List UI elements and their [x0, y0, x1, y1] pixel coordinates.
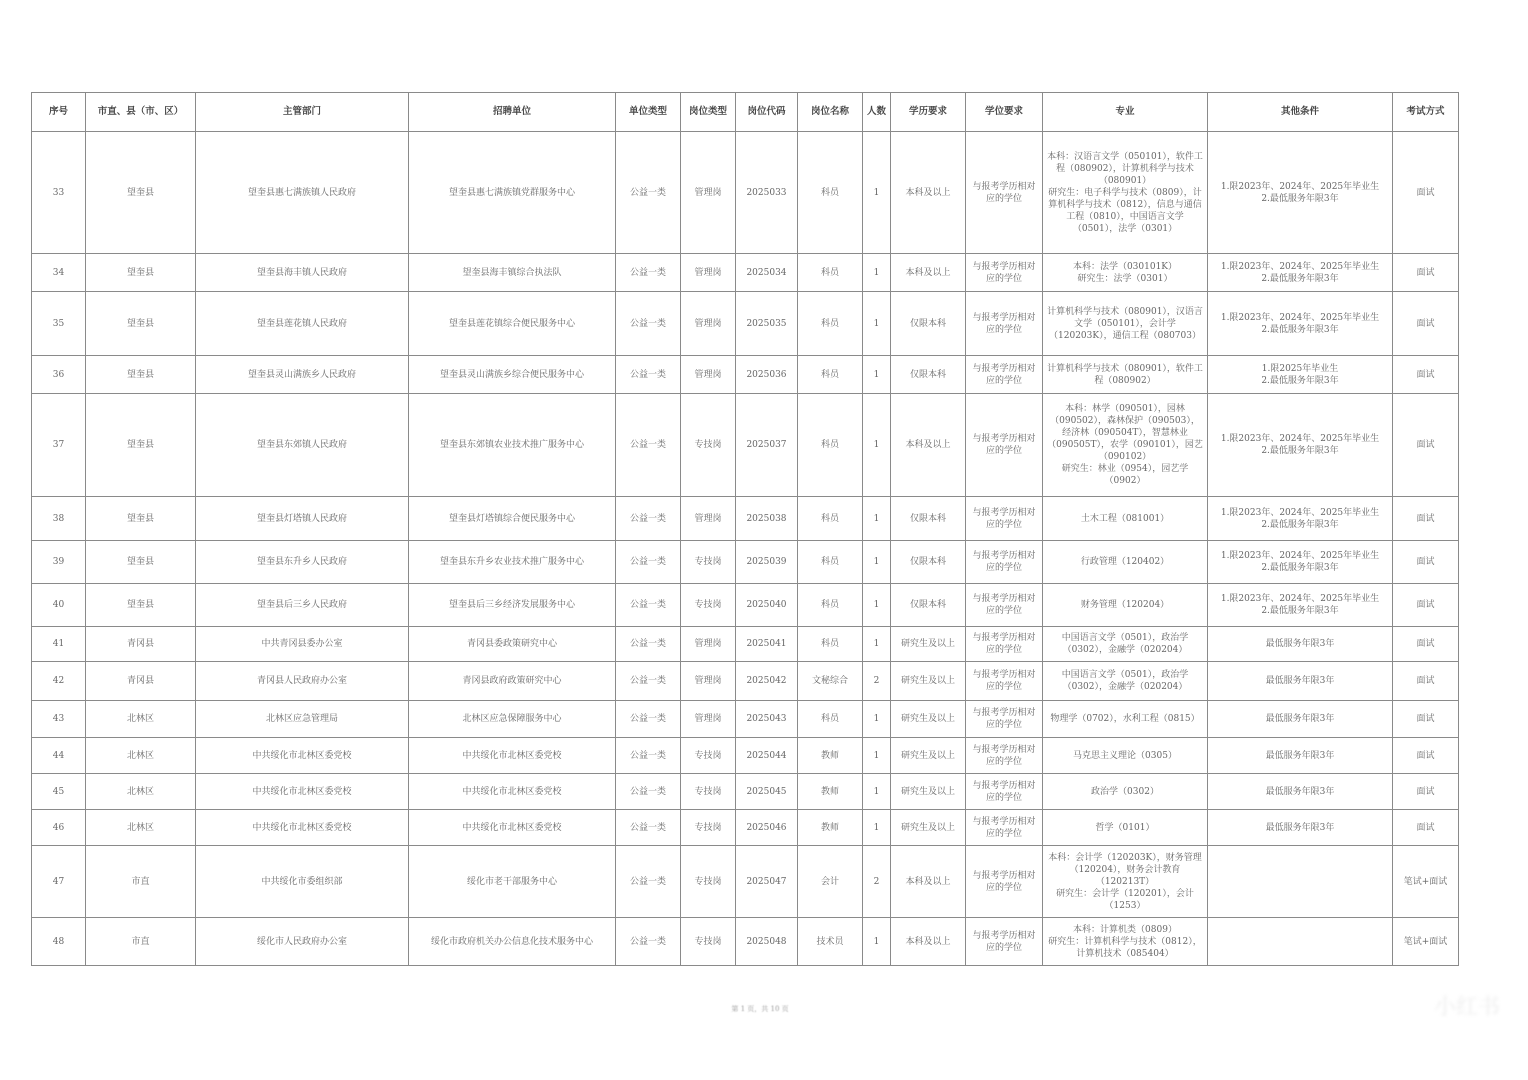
row-unit: 望奎县莲花镇综合便民服务中心	[409, 292, 616, 356]
row-major: 物理学（0702），水利工程（0815）	[1043, 701, 1208, 738]
row-major: 本科：会计学（120203K），财务管理（120204），财务会计教育（120213T） 研究生：会计学（120201），会计（1253）	[1043, 846, 1208, 918]
row-dept: 望奎县东郊镇人民政府	[196, 394, 409, 497]
row-post-name: 科员	[798, 627, 863, 662]
row-exam: 面试	[1393, 292, 1459, 356]
row-degree: 与报考学历相对应的学位	[966, 356, 1043, 394]
row-exam: 笔试+面试	[1393, 846, 1459, 918]
header-post-name: 岗位名称	[798, 93, 863, 132]
row-region: 望奎县	[86, 292, 196, 356]
row-code: 2025035	[736, 292, 798, 356]
row-unit: 望奎县海丰镇综合执法队	[409, 254, 616, 292]
table-row	[32, 541, 1459, 584]
table-row	[32, 662, 1459, 701]
row-unit-type: 公益一类	[616, 132, 681, 254]
row-other: 1.限2025年毕业生 2.最低服务年限3年	[1208, 356, 1393, 394]
header-count: 人数	[863, 93, 891, 132]
row-unit: 望奎县灵山满族乡综合便民服务中心	[409, 356, 616, 394]
row-post-type: 专技岗	[681, 541, 736, 584]
row-unit: 望奎县后三乡经济发展服务中心	[409, 584, 616, 627]
row-post-name: 科员	[798, 541, 863, 584]
row-edu: 研究生及以上	[891, 774, 966, 810]
row-dept: 中共绥化市北林区委党校	[196, 810, 409, 846]
header-edu: 学历要求	[891, 93, 966, 132]
row-unit: 中共绥化市北林区委党校	[409, 738, 616, 774]
row-other: 1.限2023年、2024年、2025年毕业生 2.最低服务年限3年	[1208, 541, 1393, 584]
row-edu: 研究生及以上	[891, 738, 966, 774]
row-no: 34	[32, 254, 86, 292]
row-post-type: 管理岗	[681, 497, 736, 541]
row-no: 39	[32, 541, 86, 584]
row-other	[1208, 918, 1393, 966]
row-code: 2025043	[736, 701, 798, 738]
row-region: 青冈县	[86, 662, 196, 701]
row-exam: 面试	[1393, 810, 1459, 846]
row-post-type: 专技岗	[681, 918, 736, 966]
row-post-type: 管理岗	[681, 132, 736, 254]
row-count: 1	[863, 497, 891, 541]
row-dept: 中共绥化市北林区委党校	[196, 738, 409, 774]
row-degree: 与报考学历相对应的学位	[966, 774, 1043, 810]
row-unit: 青冈县委政策研究中心	[409, 627, 616, 662]
row-exam: 面试	[1393, 627, 1459, 662]
row-count: 1	[863, 918, 891, 966]
row-code: 2025038	[736, 497, 798, 541]
row-no: 36	[32, 356, 86, 394]
header-post-type: 岗位类型	[681, 93, 736, 132]
table-row	[32, 738, 1459, 774]
row-count: 1	[863, 254, 891, 292]
row-edu: 研究生及以上	[891, 810, 966, 846]
row-edu: 仅限本科	[891, 356, 966, 394]
row-post-name: 教师	[798, 774, 863, 810]
table-row	[32, 394, 1459, 497]
row-region: 望奎县	[86, 394, 196, 497]
row-major: 本科：林学（090501），园林（090502），森林保护（090503），经济林（090504T），智慧林业（090505T），农学（090101），园艺（090102） 研究生：林业（0954），园艺学（0902）	[1043, 394, 1208, 497]
header-no: 序号	[32, 93, 86, 132]
row-no: 37	[32, 394, 86, 497]
row-edu: 研究生及以上	[891, 627, 966, 662]
row-other: 最低服务年限3年	[1208, 774, 1393, 810]
row-post-name: 科员	[798, 584, 863, 627]
row-code: 2025033	[736, 132, 798, 254]
row-degree: 与报考学历相对应的学位	[966, 627, 1043, 662]
header-unit-type: 单位类型	[616, 93, 681, 132]
row-post-type: 专技岗	[681, 810, 736, 846]
row-region: 望奎县	[86, 497, 196, 541]
row-region: 市直	[86, 846, 196, 918]
row-region: 望奎县	[86, 584, 196, 627]
row-degree: 与报考学历相对应的学位	[966, 394, 1043, 497]
row-exam: 面试	[1393, 584, 1459, 627]
row-other: 最低服务年限3年	[1208, 738, 1393, 774]
row-post-type: 管理岗	[681, 662, 736, 701]
row-major: 财务管理（120204）	[1043, 584, 1208, 627]
row-major: 政治学（0302）	[1043, 774, 1208, 810]
row-major: 马克思主义理论（0305）	[1043, 738, 1208, 774]
table-row	[32, 584, 1459, 627]
row-unit-type: 公益一类	[616, 356, 681, 394]
header-exam: 考试方式	[1393, 93, 1459, 132]
row-post-type: 专技岗	[681, 394, 736, 497]
row-unit: 中共绥化市北林区委党校	[409, 810, 616, 846]
row-major: 本科：汉语言文学（050101），软件工程（080902），计算机科学与技术（080901） 研究生：电子科学与技术（0809），计算机科学与技术（0812），信息与通信工程（0810），中国语言文学（0501），法学（0301）	[1043, 132, 1208, 254]
row-exam: 笔试+面试	[1393, 918, 1459, 966]
row-unit-type: 公益一类	[616, 662, 681, 701]
row-dept: 望奎县惠七满族镇人民政府	[196, 132, 409, 254]
table-header-row	[32, 93, 1459, 132]
row-degree: 与报考学历相对应的学位	[966, 497, 1043, 541]
row-unit-type: 公益一类	[616, 627, 681, 662]
row-dept: 青冈县人民政府办公室	[196, 662, 409, 701]
row-other: 最低服务年限3年	[1208, 810, 1393, 846]
row-count: 1	[863, 584, 891, 627]
row-dept: 望奎县海丰镇人民政府	[196, 254, 409, 292]
table-row	[32, 627, 1459, 662]
row-unit-type: 公益一类	[616, 394, 681, 497]
row-count: 1	[863, 541, 891, 584]
row-post-name: 教师	[798, 738, 863, 774]
row-count: 2	[863, 662, 891, 701]
row-dept: 望奎县东升乡人民政府	[196, 541, 409, 584]
row-exam: 面试	[1393, 738, 1459, 774]
row-post-type: 管理岗	[681, 356, 736, 394]
table-body	[32, 132, 1459, 966]
row-exam: 面试	[1393, 394, 1459, 497]
row-edu: 本科及以上	[891, 918, 966, 966]
row-exam: 面试	[1393, 356, 1459, 394]
row-unit-type: 公益一类	[616, 738, 681, 774]
row-edu: 仅限本科	[891, 541, 966, 584]
row-edu: 本科及以上	[891, 846, 966, 918]
row-post-name: 文秘综合	[798, 662, 863, 701]
row-unit-type: 公益一类	[616, 292, 681, 356]
row-region: 北林区	[86, 701, 196, 738]
row-post-type: 管理岗	[681, 254, 736, 292]
row-post-name: 技术员	[798, 918, 863, 966]
table-row	[32, 132, 1459, 254]
row-dept: 望奎县灯塔镇人民政府	[196, 497, 409, 541]
row-exam: 面试	[1393, 254, 1459, 292]
table-row	[32, 918, 1459, 966]
row-region: 青冈县	[86, 627, 196, 662]
row-other: 最低服务年限3年	[1208, 627, 1393, 662]
row-post-name: 科员	[798, 356, 863, 394]
row-code: 2025040	[736, 584, 798, 627]
row-code: 2025034	[736, 254, 798, 292]
row-edu: 仅限本科	[891, 292, 966, 356]
row-degree: 与报考学历相对应的学位	[966, 846, 1043, 918]
row-exam: 面试	[1393, 132, 1459, 254]
row-unit-type: 公益一类	[616, 774, 681, 810]
row-major: 哲学（0101）	[1043, 810, 1208, 846]
row-post-name: 教师	[798, 810, 863, 846]
row-code: 2025039	[736, 541, 798, 584]
row-other: 最低服务年限3年	[1208, 662, 1393, 701]
row-code: 2025041	[736, 627, 798, 662]
row-region: 北林区	[86, 738, 196, 774]
row-other: 1.限2023年、2024年、2025年毕业生 2.最低服务年限3年	[1208, 584, 1393, 627]
row-region: 北林区	[86, 810, 196, 846]
table-row	[32, 292, 1459, 356]
row-exam: 面试	[1393, 701, 1459, 738]
row-major: 本科：法学（030101K） 研究生：法学（0301）	[1043, 254, 1208, 292]
row-exam: 面试	[1393, 774, 1459, 810]
row-unit: 望奎县惠七满族镇党群服务中心	[409, 132, 616, 254]
row-edu: 仅限本科	[891, 584, 966, 627]
row-count: 1	[863, 701, 891, 738]
watermark: 小红书	[1433, 995, 1500, 1020]
header-degree: 学位要求	[966, 93, 1043, 132]
row-edu: 研究生及以上	[891, 701, 966, 738]
row-no: 38	[32, 497, 86, 541]
row-code: 2025047	[736, 846, 798, 918]
row-count: 1	[863, 627, 891, 662]
row-degree: 与报考学历相对应的学位	[966, 918, 1043, 966]
row-post-name: 科员	[798, 132, 863, 254]
row-other: 1.限2023年、2024年、2025年毕业生 2.最低服务年限3年	[1208, 132, 1393, 254]
header-code: 岗位代码	[736, 93, 798, 132]
row-count: 1	[863, 810, 891, 846]
table-row	[32, 810, 1459, 846]
row-dept: 中共绥化市北林区委党校	[196, 774, 409, 810]
row-degree: 与报考学历相对应的学位	[966, 254, 1043, 292]
row-unit-type: 公益一类	[616, 584, 681, 627]
header-other: 其他条件	[1208, 93, 1393, 132]
row-dept: 北林区应急管理局	[196, 701, 409, 738]
row-no: 47	[32, 846, 86, 918]
row-degree: 与报考学历相对应的学位	[966, 132, 1043, 254]
row-post-type: 专技岗	[681, 738, 736, 774]
header-dept: 主管部门	[196, 93, 409, 132]
row-post-name: 科员	[798, 701, 863, 738]
row-region: 望奎县	[86, 254, 196, 292]
row-post-name: 会计	[798, 846, 863, 918]
row-exam: 面试	[1393, 497, 1459, 541]
row-region: 北林区	[86, 774, 196, 810]
table-row	[32, 774, 1459, 810]
row-post-type: 专技岗	[681, 774, 736, 810]
row-count: 1	[863, 394, 891, 497]
table-row	[32, 846, 1459, 918]
row-unit: 望奎县东升乡农业技术推广服务中心	[409, 541, 616, 584]
row-code: 2025048	[736, 918, 798, 966]
row-other: 1.限2023年、2024年、2025年毕业生 2.最低服务年限3年	[1208, 394, 1393, 497]
table-row	[32, 356, 1459, 394]
row-no: 41	[32, 627, 86, 662]
row-degree: 与报考学历相对应的学位	[966, 810, 1043, 846]
row-other: 最低服务年限3年	[1208, 701, 1393, 738]
row-other: 1.限2023年、2024年、2025年毕业生 2.最低服务年限3年	[1208, 497, 1393, 541]
row-post-type: 专技岗	[681, 846, 736, 918]
row-unit: 绥化市政府机关办公信息化技术服务中心	[409, 918, 616, 966]
row-edu: 本科及以上	[891, 394, 966, 497]
row-edu: 研究生及以上	[891, 662, 966, 701]
row-unit: 望奎县灯塔镇综合便民服务中心	[409, 497, 616, 541]
row-post-name: 科员	[798, 394, 863, 497]
row-degree: 与报考学历相对应的学位	[966, 701, 1043, 738]
row-post-name: 科员	[798, 254, 863, 292]
row-degree: 与报考学历相对应的学位	[966, 738, 1043, 774]
row-exam: 面试	[1393, 541, 1459, 584]
table-row	[32, 254, 1459, 292]
page-number: 第 1 页，共 10 页	[731, 1005, 789, 1013]
row-region: 望奎县	[86, 356, 196, 394]
row-degree: 与报考学历相对应的学位	[966, 584, 1043, 627]
row-dept: 中共绥化市委组织部	[196, 846, 409, 918]
row-unit-type: 公益一类	[616, 254, 681, 292]
row-dept: 望奎县灵山满族乡人民政府	[196, 356, 409, 394]
row-code: 2025036	[736, 356, 798, 394]
row-post-name: 科员	[798, 497, 863, 541]
header-unit: 招聘单位	[409, 93, 616, 132]
row-unit-type: 公益一类	[616, 701, 681, 738]
row-no: 46	[32, 810, 86, 846]
row-no: 48	[32, 918, 86, 966]
row-no: 35	[32, 292, 86, 356]
row-other: 1.限2023年、2024年、2025年毕业生 2.最低服务年限3年	[1208, 292, 1393, 356]
row-no: 42	[32, 662, 86, 701]
row-unit-type: 公益一类	[616, 846, 681, 918]
recruitment-table	[31, 92, 1459, 966]
row-no: 40	[32, 584, 86, 627]
row-unit: 中共绥化市北林区委党校	[409, 774, 616, 810]
row-count: 1	[863, 738, 891, 774]
table-row	[32, 701, 1459, 738]
row-code: 2025044	[736, 738, 798, 774]
row-major: 中国语言文学（0501），政治学（0302），金融学（020204）	[1043, 627, 1208, 662]
row-degree: 与报考学历相对应的学位	[966, 662, 1043, 701]
row-code: 2025037	[736, 394, 798, 497]
row-unit: 北林区应急保障服务中心	[409, 701, 616, 738]
row-dept: 中共青冈县委办公室	[196, 627, 409, 662]
row-dept: 望奎县后三乡人民政府	[196, 584, 409, 627]
header-region: 市直、县（市、区）	[86, 93, 196, 132]
row-count: 2	[863, 846, 891, 918]
row-no: 45	[32, 774, 86, 810]
row-post-type: 管理岗	[681, 627, 736, 662]
row-major: 中国语言文学（0501），政治学（0302），金融学（020204）	[1043, 662, 1208, 701]
row-region: 市直	[86, 918, 196, 966]
header-major: 专业	[1043, 93, 1208, 132]
row-post-name: 科员	[798, 292, 863, 356]
row-unit-type: 公益一类	[616, 810, 681, 846]
row-edu: 本科及以上	[891, 254, 966, 292]
row-unit-type: 公益一类	[616, 918, 681, 966]
row-major: 行政管理（120402）	[1043, 541, 1208, 584]
row-region: 望奎县	[86, 541, 196, 584]
row-code: 2025046	[736, 810, 798, 846]
row-dept: 望奎县莲花镇人民政府	[196, 292, 409, 356]
row-code: 2025042	[736, 662, 798, 701]
row-degree: 与报考学历相对应的学位	[966, 292, 1043, 356]
row-other	[1208, 846, 1393, 918]
row-post-type: 管理岗	[681, 292, 736, 356]
row-unit: 绥化市老干部服务中心	[409, 846, 616, 918]
row-post-type: 专技岗	[681, 584, 736, 627]
row-major: 计算机科学与技术（080901），软件工程（080902）	[1043, 356, 1208, 394]
row-major: 土木工程（081001）	[1043, 497, 1208, 541]
row-post-type: 管理岗	[681, 701, 736, 738]
row-major: 本科：计算机类（0809） 研究生：计算机科学与技术（0812），计算机技术（085404）	[1043, 918, 1208, 966]
row-no: 43	[32, 701, 86, 738]
row-code: 2025045	[736, 774, 798, 810]
table-row	[32, 497, 1459, 541]
row-count: 1	[863, 774, 891, 810]
row-exam: 面试	[1393, 662, 1459, 701]
row-major: 计算机科学与技术（080901），汉语言文学（050101），会计学（120203K），通信工程（080703）	[1043, 292, 1208, 356]
row-unit: 青冈县政府政策研究中心	[409, 662, 616, 701]
row-other: 1.限2023年、2024年、2025年毕业生 2.最低服务年限3年	[1208, 254, 1393, 292]
row-dept: 绥化市人民政府办公室	[196, 918, 409, 966]
row-no: 33	[32, 132, 86, 254]
row-region: 望奎县	[86, 132, 196, 254]
row-count: 1	[863, 292, 891, 356]
row-count: 1	[863, 132, 891, 254]
row-edu: 本科及以上	[891, 132, 966, 254]
row-unit-type: 公益一类	[616, 497, 681, 541]
row-count: 1	[863, 356, 891, 394]
row-unit-type: 公益一类	[616, 541, 681, 584]
row-degree: 与报考学历相对应的学位	[966, 541, 1043, 584]
row-no: 44	[32, 738, 86, 774]
row-edu: 仅限本科	[891, 497, 966, 541]
row-unit: 望奎县东郊镇农业技术推广服务中心	[409, 394, 616, 497]
